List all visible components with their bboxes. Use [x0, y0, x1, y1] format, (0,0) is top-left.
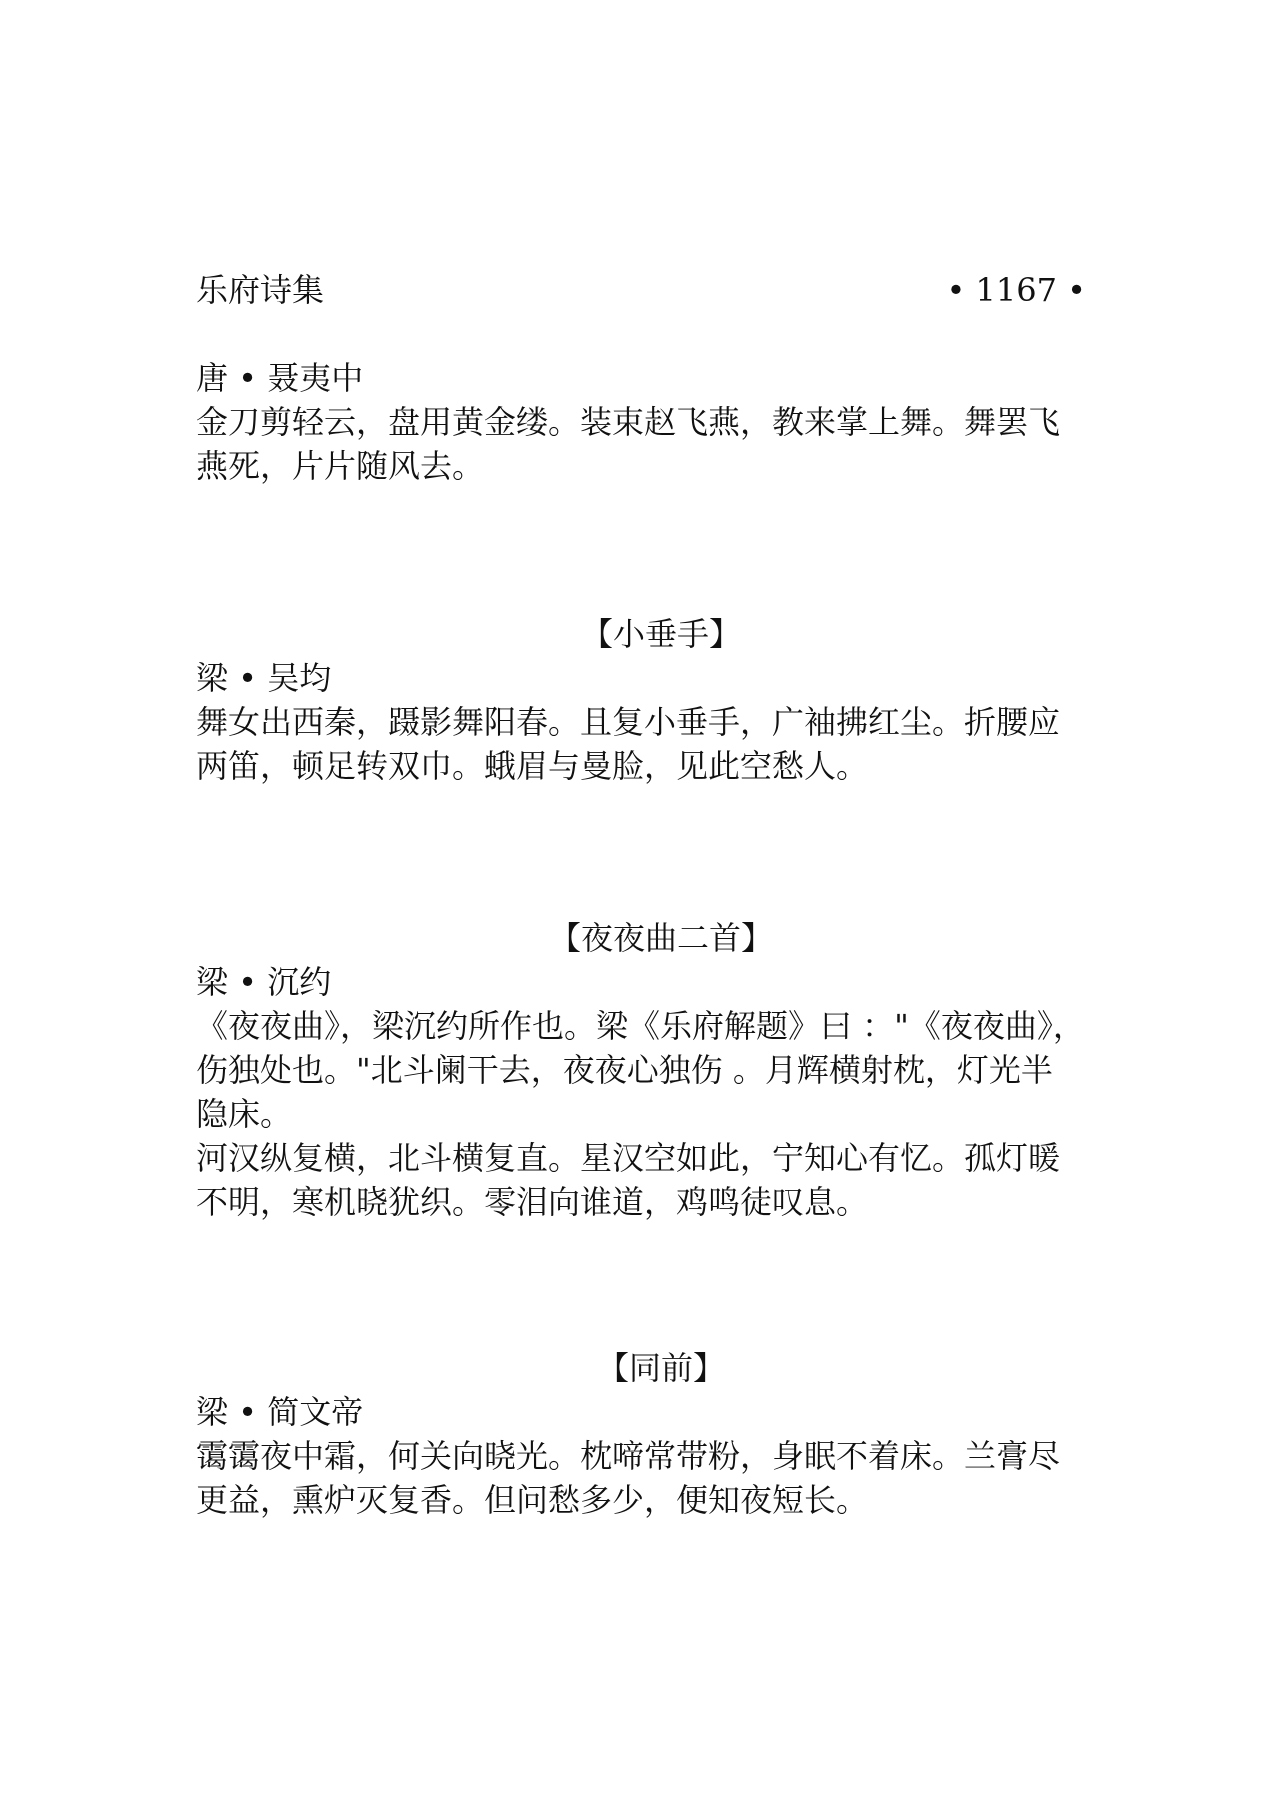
- poem-author: 唐 • 聂夷中: [196, 359, 364, 397]
- poem-line: 伤独处也。"北斗阑干去，夜夜心独伤 。月辉横射枕，灯光半: [196, 1051, 1053, 1089]
- poem-section: [196, 612, 1086, 788]
- poem-line: 霭霭夜中霜，何关向晓光。枕啼常带粉，身眠不着床。兰膏尽: [196, 1437, 1061, 1475]
- poem-section: [196, 356, 1086, 488]
- poem-line: 更益，熏炉灭复香。但问愁多少，便知夜短长。: [196, 1481, 869, 1519]
- poem-section: [196, 1346, 1086, 1522]
- poem-line: 《夜夜曲》，梁沉约所作也。梁《乐府解题》曰 ："《夜夜曲》，: [196, 1007, 1085, 1045]
- book-title: 乐府诗集: [196, 271, 325, 309]
- poem-title: 【小垂手】: [580, 615, 741, 653]
- poem-line: 两笛，顿足转双巾。蛾眉与曼脸，见此空愁人。: [196, 747, 869, 785]
- poem-author: 梁 • 简文帝: [196, 1393, 364, 1431]
- poem-line: 金刀剪轻云，盘用黄金缕。装束赵飞燕，教来掌上舞。舞罢飞: [196, 403, 1061, 441]
- running-header: [196, 268, 1086, 312]
- poem-author: 梁 • 吴均: [196, 659, 332, 697]
- poem-author: 梁 • 沉约: [196, 963, 332, 1001]
- poem-line: 舞女出西秦，蹑影舞阳春。且复小垂手，广袖拂红尘。折腰应: [196, 703, 1061, 741]
- poem-line: 燕死，片片随风去。: [196, 447, 485, 485]
- poem-title: 【夜夜曲二首】: [548, 919, 773, 957]
- poem-line: 河汉纵复横，北斗横复直。星汉空如此，宁知心有忆。孤灯暖: [196, 1139, 1061, 1177]
- poem-title: 【同前】: [596, 1349, 725, 1387]
- poem-section: [196, 916, 1086, 1224]
- poem-line: 隐床。: [196, 1095, 293, 1133]
- poem-line: 不明，寒机晓犹织。零泪向谁道，鸡鸣徒叹息。: [196, 1183, 869, 1221]
- page-number: • 1167 •: [946, 271, 1086, 309]
